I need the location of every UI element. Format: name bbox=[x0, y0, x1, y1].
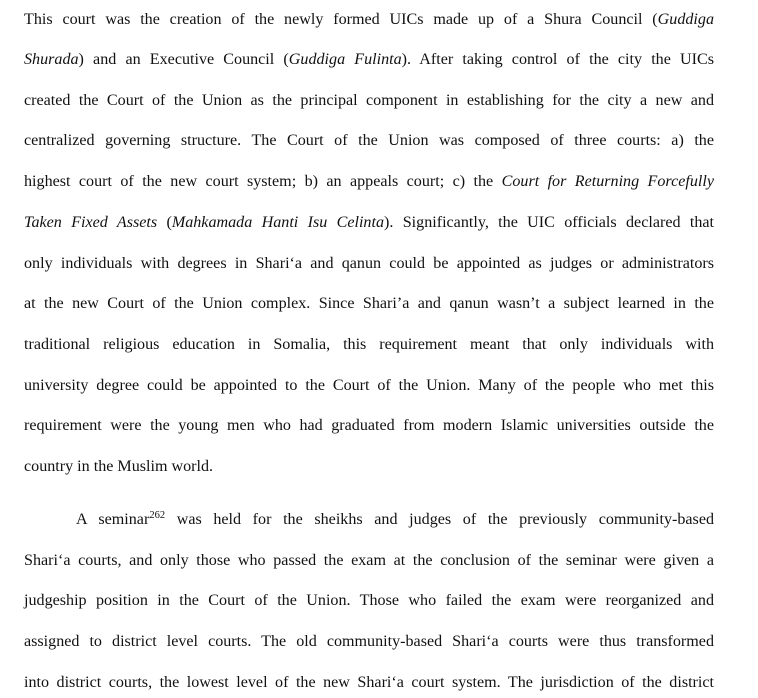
text-run: A seminar bbox=[76, 511, 150, 528]
text-line bbox=[76, 508, 714, 532]
text-line bbox=[24, 89, 714, 113]
italic-term: Mahkamada Hanti Isu Celinta bbox=[171, 214, 384, 231]
text-run: traditional religious education in Somalia, this requirement meant that only individuals with bbox=[24, 336, 714, 353]
italic-term: Shurada bbox=[24, 51, 79, 68]
text-line bbox=[24, 671, 714, 695]
text-line bbox=[24, 589, 714, 613]
text-run: country in the Muslim world. bbox=[24, 458, 214, 475]
text-run: at the new Court of the Union complex. Since Shari’a and qanun wasn’t a subject learned in the bbox=[24, 295, 714, 312]
text-run: This court was the creation of the newly formed UICs made up of a Shura Council ( bbox=[24, 11, 658, 28]
text-run: Shari‘a courts, and only those who passed the exam at the conclusion of the seminar were given a bbox=[24, 552, 714, 569]
text-line bbox=[24, 414, 714, 438]
text-line bbox=[24, 333, 714, 357]
text-run: ). Significantly, the UIC officials declared that bbox=[384, 214, 714, 231]
italic-term: Taken Fixed Assets bbox=[24, 214, 158, 231]
text-run: created the Court of the Union as the principal component in establishing for the city a new and bbox=[24, 92, 714, 109]
text-line bbox=[24, 48, 714, 72]
text-line bbox=[24, 129, 714, 153]
text-run: was held for the sheikhs and judges of the previously community-based bbox=[165, 511, 715, 528]
text-line bbox=[24, 630, 714, 654]
text-run: ). After taking control of the city the UICs bbox=[401, 51, 714, 68]
text-run: only individuals with degrees in Shari‘a and qanun could be appointed as judges or administrators bbox=[24, 255, 714, 272]
italic-term: Guddiga Fulinta bbox=[288, 51, 402, 68]
italic-term: Guddiga bbox=[657, 11, 714, 28]
text-run: requirement were the young men who had graduated from modern Islamic universities outside the bbox=[24, 417, 714, 434]
text-line bbox=[24, 374, 714, 398]
text-line bbox=[24, 8, 714, 32]
text-line bbox=[24, 455, 714, 479]
text-run: judgeship position in the Court of the Union. Those who failed the exam were reorganized and bbox=[24, 592, 714, 609]
text-run: into district courts, the lowest level of the new Shari‘a court system. The jurisdiction of the district bbox=[24, 674, 714, 691]
text-line bbox=[24, 252, 714, 276]
italic-term: Court for Returning Forcefully bbox=[501, 173, 714, 190]
text-line bbox=[24, 211, 714, 235]
text-line bbox=[24, 549, 714, 573]
text-run: ) and an Executive Council ( bbox=[78, 51, 289, 68]
footnote-marker: 262 bbox=[149, 510, 166, 521]
text-run: university degree could be appointed to the Court of the Union. Many of the people who met this bbox=[24, 377, 714, 394]
text-line bbox=[24, 292, 714, 316]
text-line bbox=[24, 170, 714, 194]
text-run: assigned to district level courts. The old community-based Shari‘a courts were thus transformed bbox=[24, 633, 714, 650]
text-run: centralized governing structure. The Court of the Union was composed of three courts: a) the bbox=[24, 132, 714, 149]
text-run: ( bbox=[157, 214, 172, 231]
text-run: highest court of the new court system; b) an appeals court; c) the bbox=[24, 173, 502, 190]
